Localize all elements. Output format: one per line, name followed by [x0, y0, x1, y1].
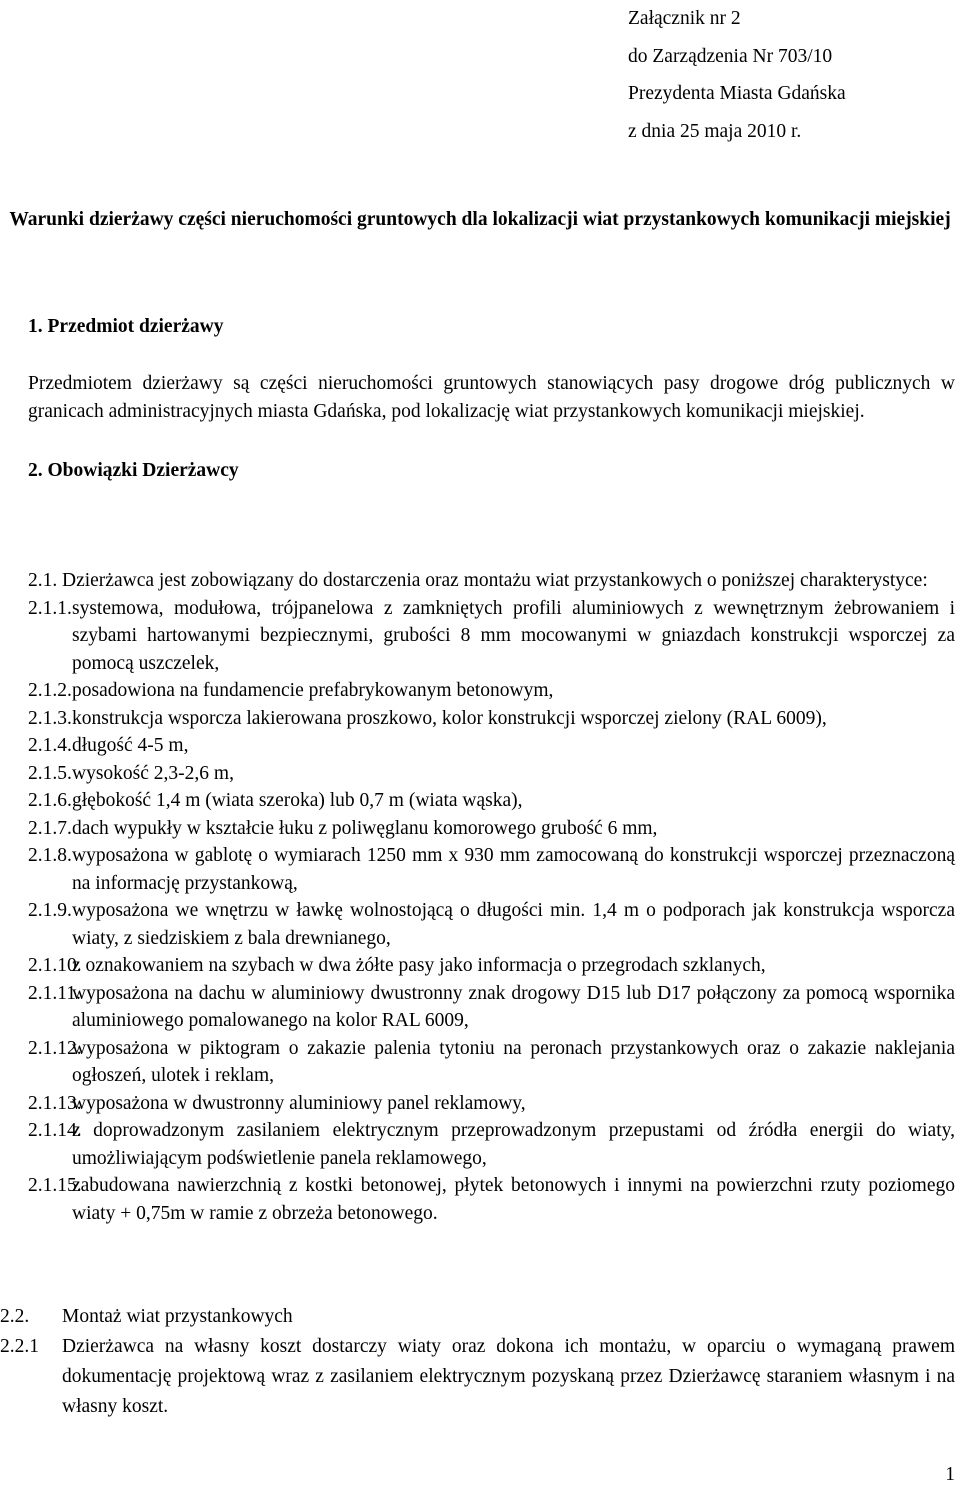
- item-text: wyposażona w gablotę o wymiarach 1250 mm x 930 mm zamocowaną do konstrukcji wsporczej przeznaczoną na informację przystankową,: [72, 845, 955, 894]
- item-text: Montaż wiat przystankowych: [62, 1306, 293, 1327]
- item-number: 2.1.7.: [28, 817, 72, 839]
- list-item: [28, 1090, 955, 1118]
- item-number: 2.1.4.: [28, 735, 72, 756]
- attachment-line: do Zarządzenia Nr 703/10: [628, 45, 833, 67]
- section-1: [28, 313, 955, 485]
- attachment-header: [628, 0, 846, 150]
- item-text: zabudowana nawierzchnią z kostki betonowej, płytek betonowych i innymi na powierzchni rzuty poziomego wiaty + 0,75m w ramie z obrzeża betonowego.: [72, 1175, 955, 1224]
- list-item: [28, 842, 955, 897]
- item-text: konstrukcja wsporcza lakierowana proszkowo, kolor konstrukcji wsporczej zielony (RAL 6009),: [72, 707, 827, 729]
- item-text: dach wypukły w kształcie łuku z poliwęglanu komorowego grubość 6 mm,: [72, 817, 658, 839]
- subsection-heading: [0, 1302, 955, 1332]
- item-number: 2.1.9.: [28, 900, 72, 921]
- page-number: 1: [945, 1464, 955, 1485]
- item-number: 2.1.1.: [28, 597, 72, 619]
- item-text: wyposażona w dwustronny aluminiowy panel reklamowy,: [72, 1092, 526, 1114]
- list-item: [28, 595, 955, 678]
- item-text: Dzierżawca na własny koszt dostarczy wiaty oraz dokona ich montażu, w oparciu o wymaganą prawem dokumentację projektową wraz z zasilaniem elektrycznym pozyskaną przez Dzierżawcę staraniem własnym i na własny koszt.: [62, 1336, 955, 1417]
- spacer: [28, 427, 955, 457]
- item-number: 2.1.13.: [28, 1092, 82, 1114]
- list-item: [28, 980, 955, 1035]
- section-paragraph: Przedmiotem dzierżawy są części nieruchomości gruntowych stanowiących pasy drogowe dróg publicznych w granicach administracyjnych miasta Gdańska, pod lokalizację wiat przystankowych komunikacji miejskiej.: [28, 372, 955, 422]
- attachment-line: Załącznik nr 2: [628, 8, 741, 29]
- item-number: 2.2.1: [0, 1336, 39, 1357]
- item-text: długość 4-5 m,: [72, 735, 189, 756]
- item-number: 2.1.: [28, 570, 58, 591]
- item-number: 2.1.5.: [28, 762, 72, 784]
- list-item: [28, 1117, 955, 1172]
- item-number: 2.1.12.: [28, 1037, 82, 1059]
- list-item: [28, 732, 955, 760]
- list-item: [28, 952, 955, 980]
- obligations-list: [28, 567, 955, 1227]
- item-text: wyposażona w piktogram o zakazie palenia tytoniu na peronach przystankowych oraz o zakazie naklejania ogłoszeń, ulotek i reklam,: [72, 1037, 955, 1086]
- list-item: [28, 897, 955, 952]
- item-text: posadowiona na fundamencie prefabrykowanym betonowym,: [72, 680, 554, 701]
- list-item: [28, 705, 955, 733]
- item-number: 2.1.15.: [28, 1175, 82, 1196]
- list-item: [28, 1172, 955, 1227]
- attachment-line: Prezydenta Miasta Gdańska: [628, 83, 846, 104]
- item-text: wyposażona we wnętrzu w ławkę wolnostojącą o długości min. 1,4 m o podporach jak konstrukcja wsporcza wiaty, z siedziskiem z bala drewnianego,: [72, 900, 955, 949]
- list-item: [0, 1332, 955, 1422]
- item-number: 2.1.14.: [28, 1120, 82, 1141]
- section-heading: 1. Przedmiot dzierżawy: [28, 316, 224, 337]
- item-text: głębokość 1,4 m (wiata szeroka) lub 0,7 m (wiata wąska),: [72, 790, 523, 811]
- list-item: [28, 787, 955, 815]
- item-text: systemowa, modułowa, trójpanelowa z zamkniętych profili aluminiowych z wewnętrznym żebrowaniem i szybami hartowanymi bezpiecznymi, grubości 8 mm mocowanymi w gniazdach konstrukcji wsporczej za pomocą uszczelek,: [72, 597, 955, 674]
- list-item: [28, 815, 955, 843]
- item-text: z oznakowaniem na szybach w dwa żółte pasy jako informacja o przegrodach szklanych,: [72, 955, 766, 976]
- list-item: [28, 677, 955, 705]
- item-text: wyposażona na dachu w aluminiowy dwustronny znak drogowy D15 lub D17 połączony za pomocą wspornika aluminiowego pomalowanego na kolor RAL 6009,: [72, 982, 955, 1031]
- section-2-2: [0, 1302, 955, 1422]
- list-item: [28, 760, 955, 788]
- item-number: 2.1.2.: [28, 680, 72, 701]
- item-number: 2.1.8.: [28, 845, 72, 866]
- item-number: 2.1.10.: [28, 955, 82, 976]
- item-text: Dzierżawca jest zobowiązany do dostarczenia oraz montażu wiat przystankowych o poniższej charakterystyce:: [62, 570, 928, 591]
- item-text: z doprowadzonym zasilaniem elektrycznym przeprowadzonym przepustami od źródła energii do wiaty, umożliwiającym podświetlenie panela reklamowego,: [72, 1120, 955, 1169]
- item-number: 2.1.3.: [28, 707, 72, 729]
- list-item: [28, 1035, 955, 1090]
- attachment-line: z dnia 25 maja 2010 r.: [628, 120, 802, 142]
- list-item: [28, 567, 955, 595]
- item-text: wysokość 2,3-2,6 m,: [72, 762, 234, 784]
- item-number: 2.1.11.: [28, 982, 81, 1004]
- document-title: Warunki dzierżawy części nieruchomości gruntowych dla lokalizacji wiat przystankowych komunikacji miejskiej: [9, 209, 951, 230]
- item-number: 2.1.6.: [28, 790, 72, 811]
- item-number: 2.2.: [0, 1306, 30, 1327]
- section-heading: 2. Obowiązki Dzierżawcy: [28, 459, 239, 481]
- spacer: [28, 342, 955, 370]
